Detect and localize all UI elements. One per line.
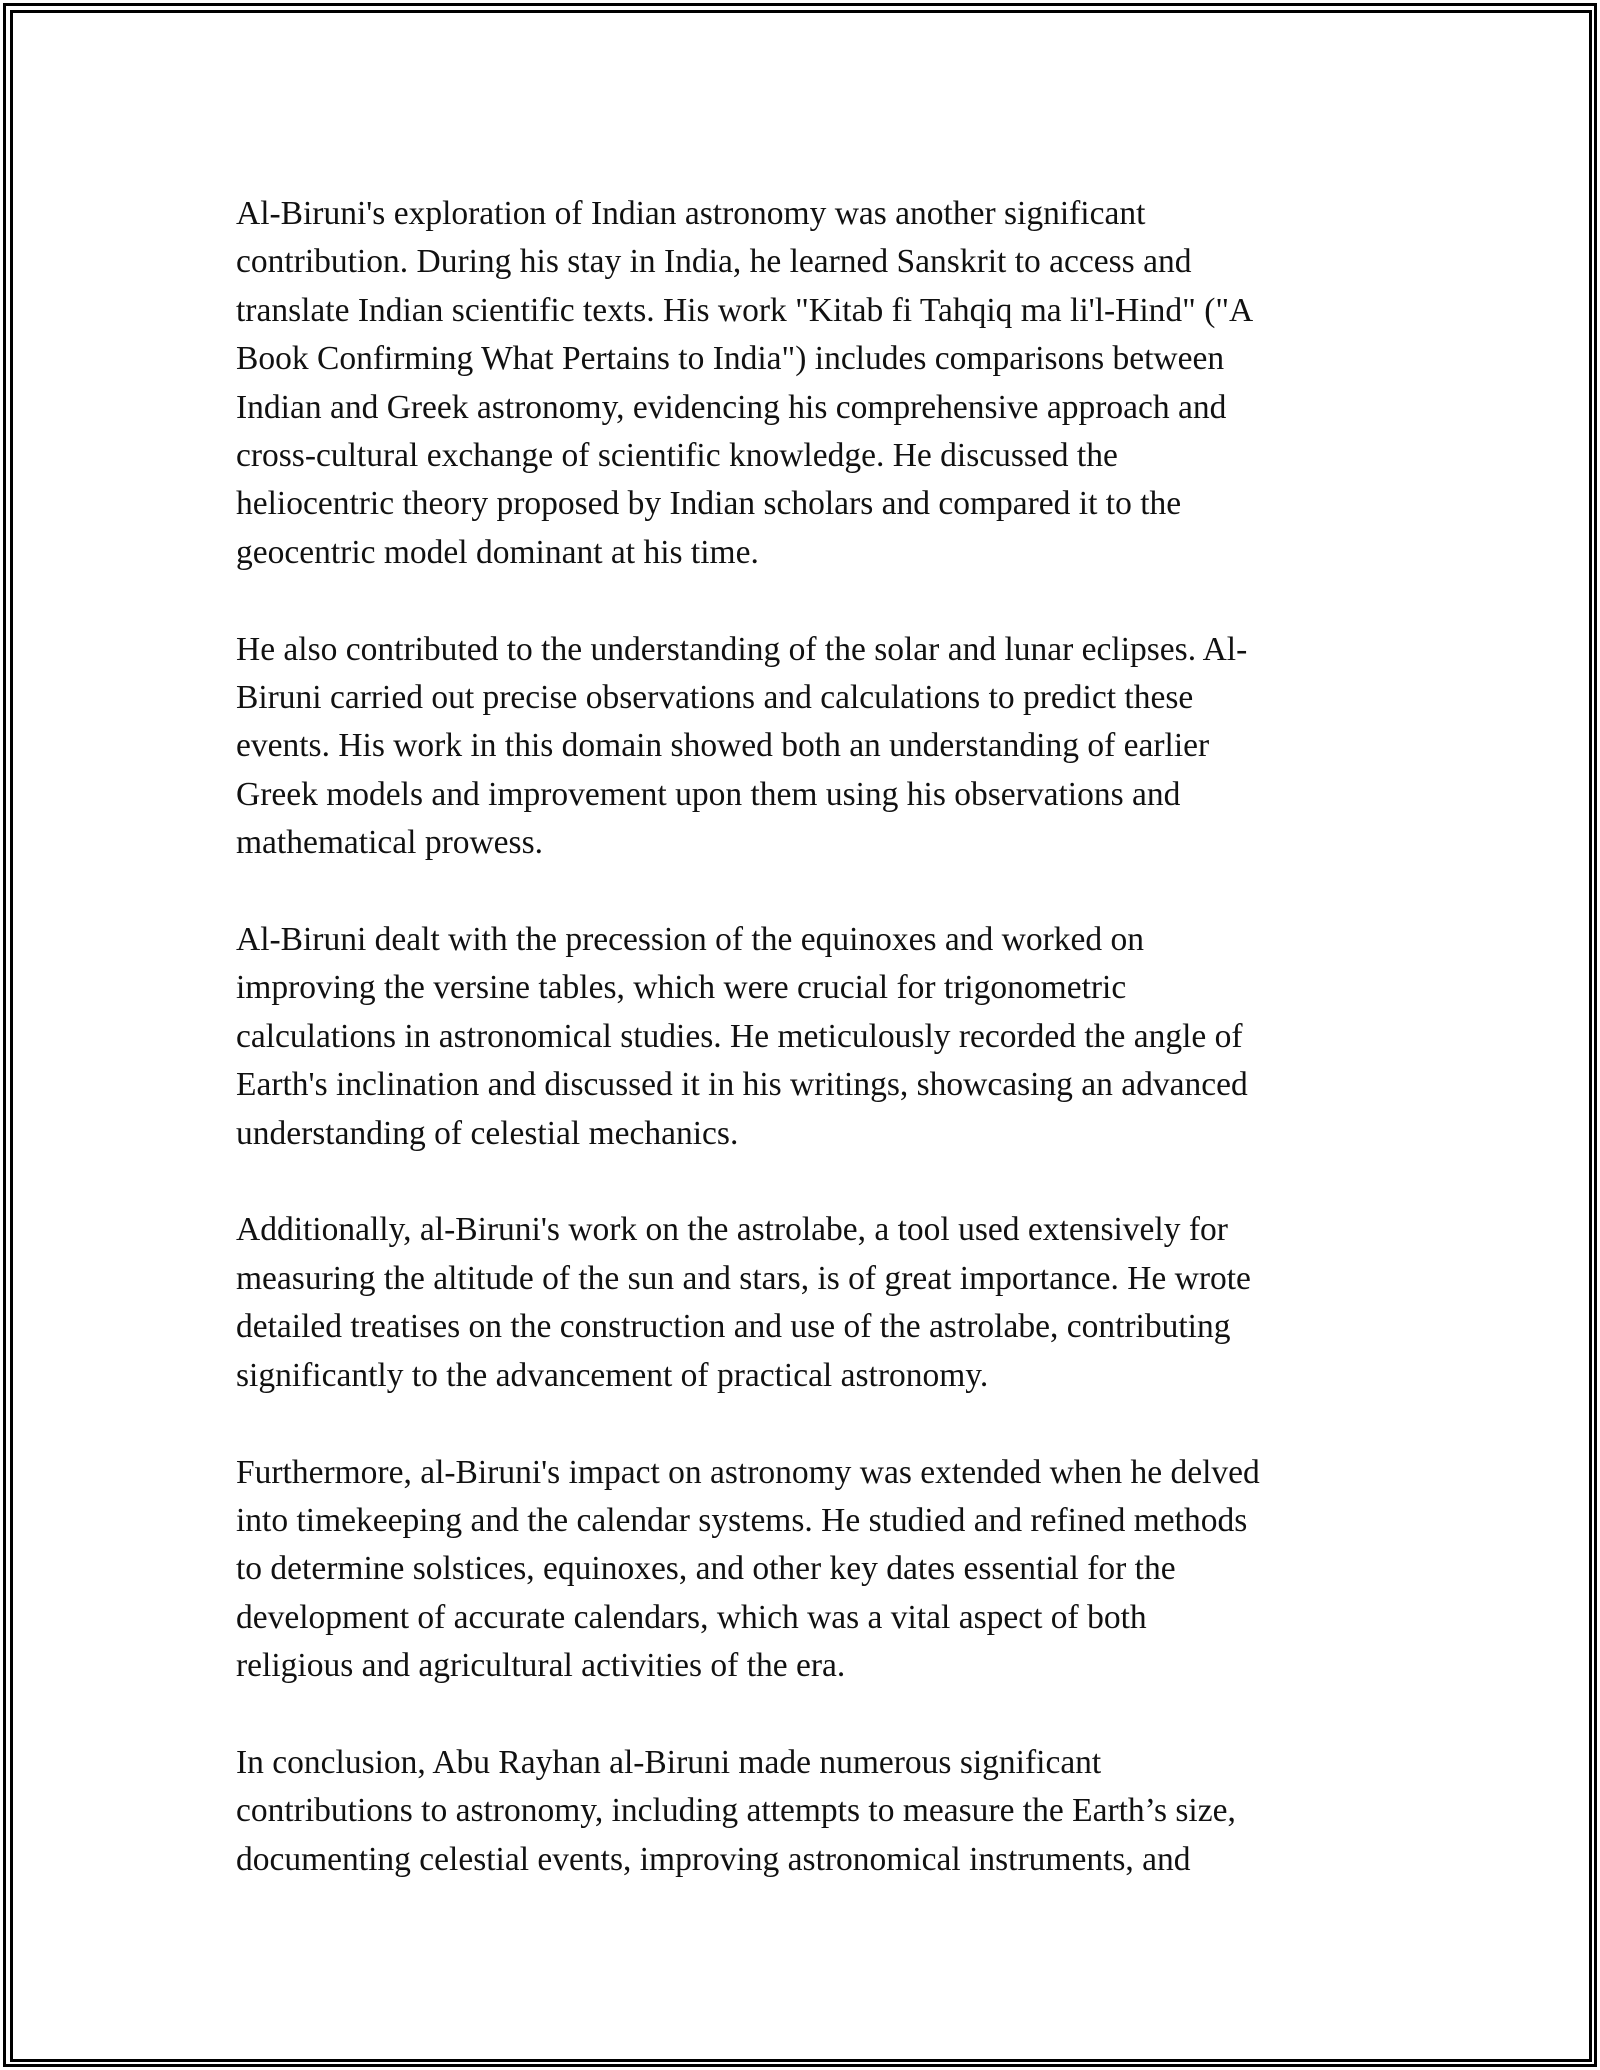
text-line: contribution. During his stay in India, he learned Sanskrit to access and bbox=[236, 243, 1192, 281]
text-line: detailed treatises on the construction and use of the astrolabe, contributing bbox=[236, 1308, 1231, 1346]
text-line: Indian and Greek astronomy, evidencing his comprehensive approach and bbox=[236, 388, 1227, 426]
text-line: geocentric model dominant at his time. bbox=[236, 533, 759, 571]
text-line: Greek models and improvement upon them using his observations and bbox=[236, 775, 1181, 813]
text-line: Book Confirming What Pertains to India") includes comparisons between bbox=[236, 340, 1225, 378]
text-line: heliocentric theory proposed by Indian scholars and compared it to the bbox=[236, 485, 1182, 523]
paragraph-eclipses bbox=[236, 626, 1376, 868]
text-line: improving the versine tables, which were crucial for trigonometric bbox=[236, 969, 1127, 1007]
text-line: into timekeeping and the calendar systems. He studied and refined methods bbox=[236, 1501, 1248, 1539]
paragraph-conclusion bbox=[236, 1739, 1376, 1884]
document-body bbox=[236, 190, 1376, 1933]
text-line: contributions to astronomy, including attempts to measure the Earth’s size, bbox=[236, 1792, 1236, 1830]
text-line: events. His work in this domain showed both an understanding of earlier bbox=[236, 727, 1210, 765]
text-line: measuring the altitude of the sun and stars, is of great importance. He wrote bbox=[236, 1259, 1251, 1297]
text-line: Al-Biruni dealt with the precession of the equinoxes and worked on bbox=[236, 921, 1145, 959]
text-line: In conclusion, Abu Rayhan al-Biruni made numerous significant bbox=[236, 1743, 1102, 1781]
text-line: development of accurate calendars, which was a vital aspect of both bbox=[236, 1598, 1147, 1636]
text-line: Earth's inclination and discussed it in his writings, showcasing an advanced bbox=[236, 1066, 1248, 1104]
text-line: documenting celestial events, improving astronomical instruments, and bbox=[236, 1840, 1191, 1878]
paragraph-astrolabe bbox=[236, 1206, 1376, 1400]
paragraph-indian-astronomy bbox=[236, 190, 1376, 577]
text-line: Biruni carried out precise observations and calculations to predict these bbox=[236, 679, 1194, 717]
text-line: calculations in astronomical studies. He meticulously recorded the angle of bbox=[236, 1017, 1243, 1055]
text-line: Furthermore, al-Biruni's impact on astronomy was extended when he delved bbox=[236, 1453, 1260, 1491]
paragraph-timekeeping bbox=[236, 1449, 1376, 1691]
paragraph-precession bbox=[236, 916, 1376, 1158]
text-line: significantly to the advancement of practical astronomy. bbox=[236, 1356, 989, 1394]
text-line: understanding of celestial mechanics. bbox=[236, 1114, 739, 1152]
text-line: He also contributed to the understanding of the solar and lunar eclipses. Al- bbox=[236, 630, 1248, 668]
text-line: translate Indian scientific texts. His work "Kitab fi Tahqiq ma li'l-Hind" ("A bbox=[236, 291, 1254, 329]
text-line: religious and agricultural activities of the era. bbox=[236, 1647, 846, 1685]
text-line: Al-Biruni's exploration of Indian astronomy was another significant bbox=[236, 195, 1146, 232]
text-line: to determine solstices, equinoxes, and other key dates essential for the bbox=[236, 1550, 1176, 1588]
text-line: cross-cultural exchange of scientific knowledge. He discussed the bbox=[236, 437, 1118, 475]
text-line: mathematical prowess. bbox=[236, 824, 543, 862]
text-line: Additionally, al-Biruni's work on the astrolabe, a tool used extensively for bbox=[236, 1211, 1228, 1249]
